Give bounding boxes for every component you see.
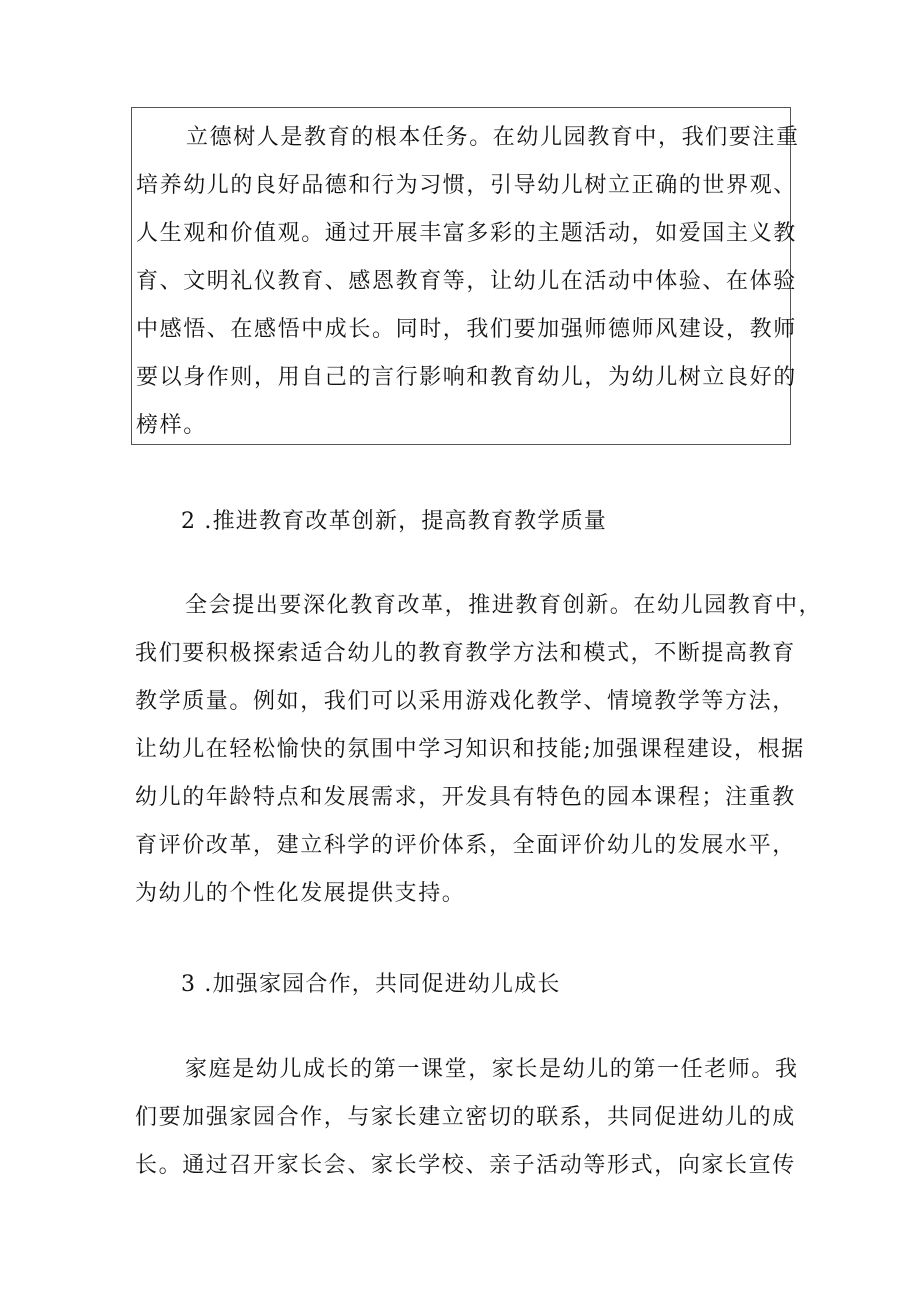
section-heading: 3 .加强家园合作，共同促进幼儿成长: [181, 972, 561, 997]
paragraph-line: 为幼儿的个性化发展提供支持。: [135, 881, 466, 906]
paragraph-line: 家庭是幼儿成长的第一课堂，家长是幼儿的第一任老师。我: [185, 1057, 799, 1082]
paragraph-line: 教学质量。例如，我们可以采用游戏化教学、情境教学等方法，: [135, 689, 796, 714]
paragraph-line: 长。通过召开家长会、家长学校、亲子活动等形式，向家长宣传: [135, 1153, 796, 1178]
paragraph-line: 培养幼儿的良好品德和行为习惯，引导幼儿树立正确的世界观、: [136, 173, 797, 198]
paragraph-line: 我们要积极探索适合幼儿的教育教学方法和模式，不断提高教育: [135, 641, 796, 666]
paragraph-line: 榜样。: [136, 413, 207, 438]
paragraph-line: 幼儿的年龄特点和发展需求，开发具有特色的园本课程；注重教: [135, 785, 796, 810]
paragraph-line: 全会提出要深化教育改革，推进教育创新。在幼儿园教育中，: [185, 593, 823, 618]
paragraph-line: 中感悟、在感悟中成长。同时，我们要加强师德师风建设，教师: [136, 317, 797, 342]
paragraph-line: 育、文明礼仪教育、感恩教育等，让幼儿在活动中体验、在体验: [136, 269, 797, 294]
paragraph-line: 立德树人是教育的根本任务。在幼儿园教育中，我们要注重: [186, 125, 800, 150]
paragraph-line: 育评价改革，建立科学的评价体系，全面评价幼儿的发展水平，: [135, 833, 796, 858]
paragraph-line: 让幼儿在轻松愉快的氛围中学习知识和技能;加强课程建设，根据: [135, 737, 805, 762]
section-heading: 2 .推进教育改革创新，提高教育教学质量: [181, 509, 607, 534]
paragraph-line: 们要加强家园合作，与家长建立密切的联系，共同促进幼儿的成: [135, 1105, 796, 1130]
paragraph-line: 要以身作则，用自己的言行影响和教育幼儿，为幼儿树立良好的: [136, 365, 797, 390]
paragraph-line: 人生观和价值观。通过开展丰富多彩的主题活动，如爱国主义教: [136, 221, 797, 246]
